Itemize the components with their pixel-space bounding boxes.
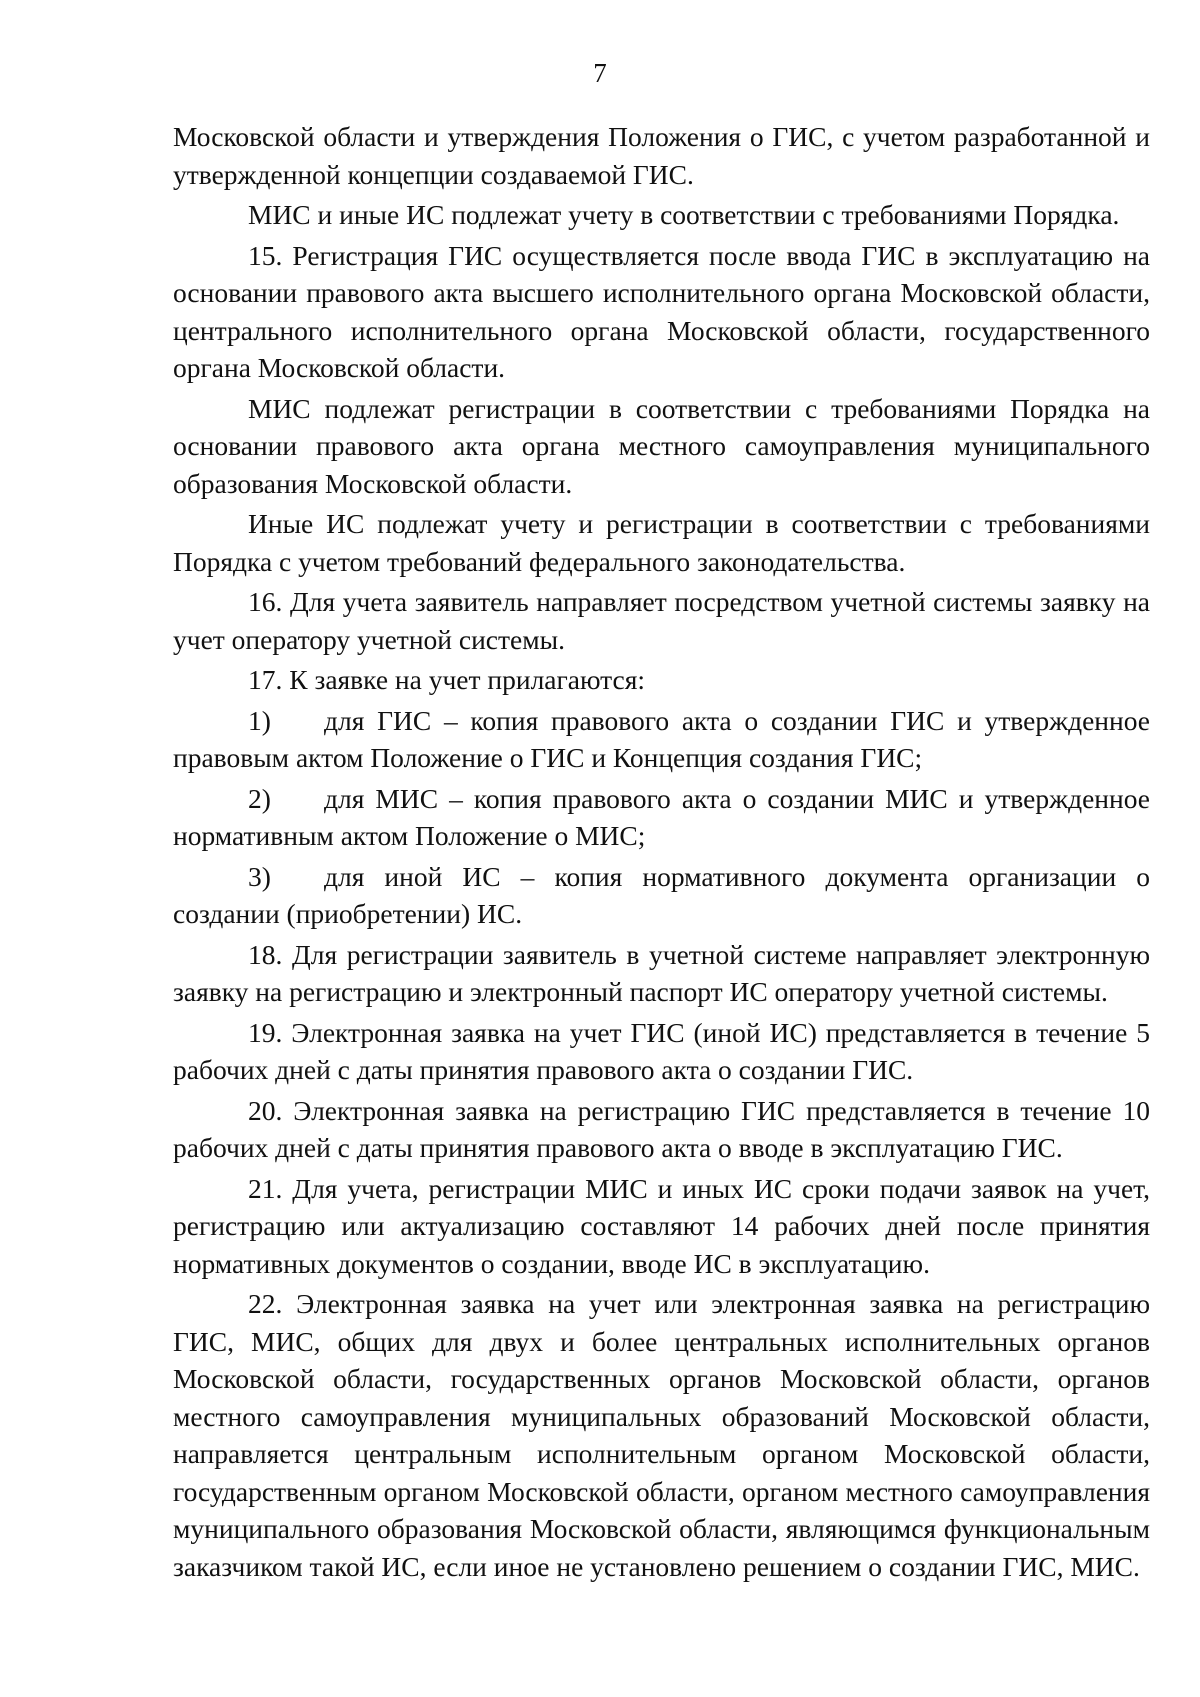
list-item-3 bbox=[173, 858, 1150, 933]
paragraph-22: 22. Электронная заявка на учет или электронная заявка на регистрацию ГИС, МИС, общих для двух и более центральных исполнительных органов Московской области, государственных органов Московской области, органов местного самоуправления муниципальных образований Московской области, направляется центральным исполнительным органом Московской области, государственным органом Московской области, органом местного самоуправления муниципального образования Московской области, являющимся функциональным заказчиком такой ИС, если иное не установлено решением о создании ГИС, МИС. bbox=[173, 1288, 1150, 1582]
paragraph-mis-registration: МИС подлежат регистрации в соответствии с требованиями Порядка на основании правового акта органа местного самоуправления муниципального образования Московской области. bbox=[173, 392, 1150, 499]
list-item-text: для иной ИС – копия нормативного документа организации о создании (приобретении) ИС. bbox=[173, 860, 1150, 929]
paragraph-mis-accounting: МИС и иные ИС подлежат учету в соответствии с требованиями Порядка. bbox=[248, 199, 1120, 230]
paragraph-other-is: Иные ИС подлежат учету и регистрации в соответствии с требованиями Порядка с учетом требований федерального законодательства. bbox=[173, 508, 1150, 577]
paragraph-18: 18. Для регистрации заявитель в учетной системе направляет электронную заявку на регистрацию и электронный паспорт ИС оператору учетной системы. bbox=[173, 938, 1150, 1007]
list-item-text: для ГИС – копия правового акта о создании ГИС и утвержденное правовым актом Положение о ГИС и Концепция создания ГИС; bbox=[173, 704, 1150, 773]
paragraph-21: 21. Для учета, регистрации МИС и иных ИС сроки подачи заявок на учет, регистрацию или актуализацию составляют 14 рабочих дней после принятия нормативных документов о создании, вводе ИС в эксплуатацию. bbox=[173, 1172, 1150, 1279]
paragraph-20: 20. Электронная заявка на регистрацию ГИС представляется в течение 10 рабочих дней с даты принятия правового акта о вводе в эксплуатацию ГИС. bbox=[173, 1094, 1150, 1163]
paragraph-19: 19. Электронная заявка на учет ГИС (иной ИС) представляется в течение 5 рабочих дней с даты принятия правового акта о создании ГИС. bbox=[173, 1016, 1150, 1085]
paragraph-continuation: Московской области и утверждения Положения о ГИС, с учетом разработанной и утвержденной концепции создаваемой ГИС. bbox=[173, 121, 1150, 190]
document-body bbox=[173, 118, 1150, 1585]
page-number: 7 bbox=[593, 58, 607, 88]
list-item-2 bbox=[173, 780, 1150, 855]
paragraph-16: 16. Для учета заявитель направляет посредством учетной системы заявку на учет оператору учетной системы. bbox=[173, 586, 1150, 655]
list-item-text: для МИС – копия правового акта о создании МИС и утвержденное нормативным актом Положение о МИС; bbox=[173, 782, 1150, 851]
list-item-number: 1) bbox=[248, 704, 271, 736]
list-item-number: 3) bbox=[248, 860, 271, 892]
paragraph-15: 15. Регистрация ГИС осуществляется после ввода ГИС в эксплуатацию на основании правового акта высшего исполнительного органа Московской области, центрального исполнительного органа Московской области, государственного органа Московской области. bbox=[173, 239, 1150, 383]
list-item-number: 2) bbox=[248, 782, 271, 814]
list-item-1 bbox=[173, 702, 1150, 777]
paragraph-17: 17. К заявке на учет прилагаются: bbox=[248, 664, 646, 695]
